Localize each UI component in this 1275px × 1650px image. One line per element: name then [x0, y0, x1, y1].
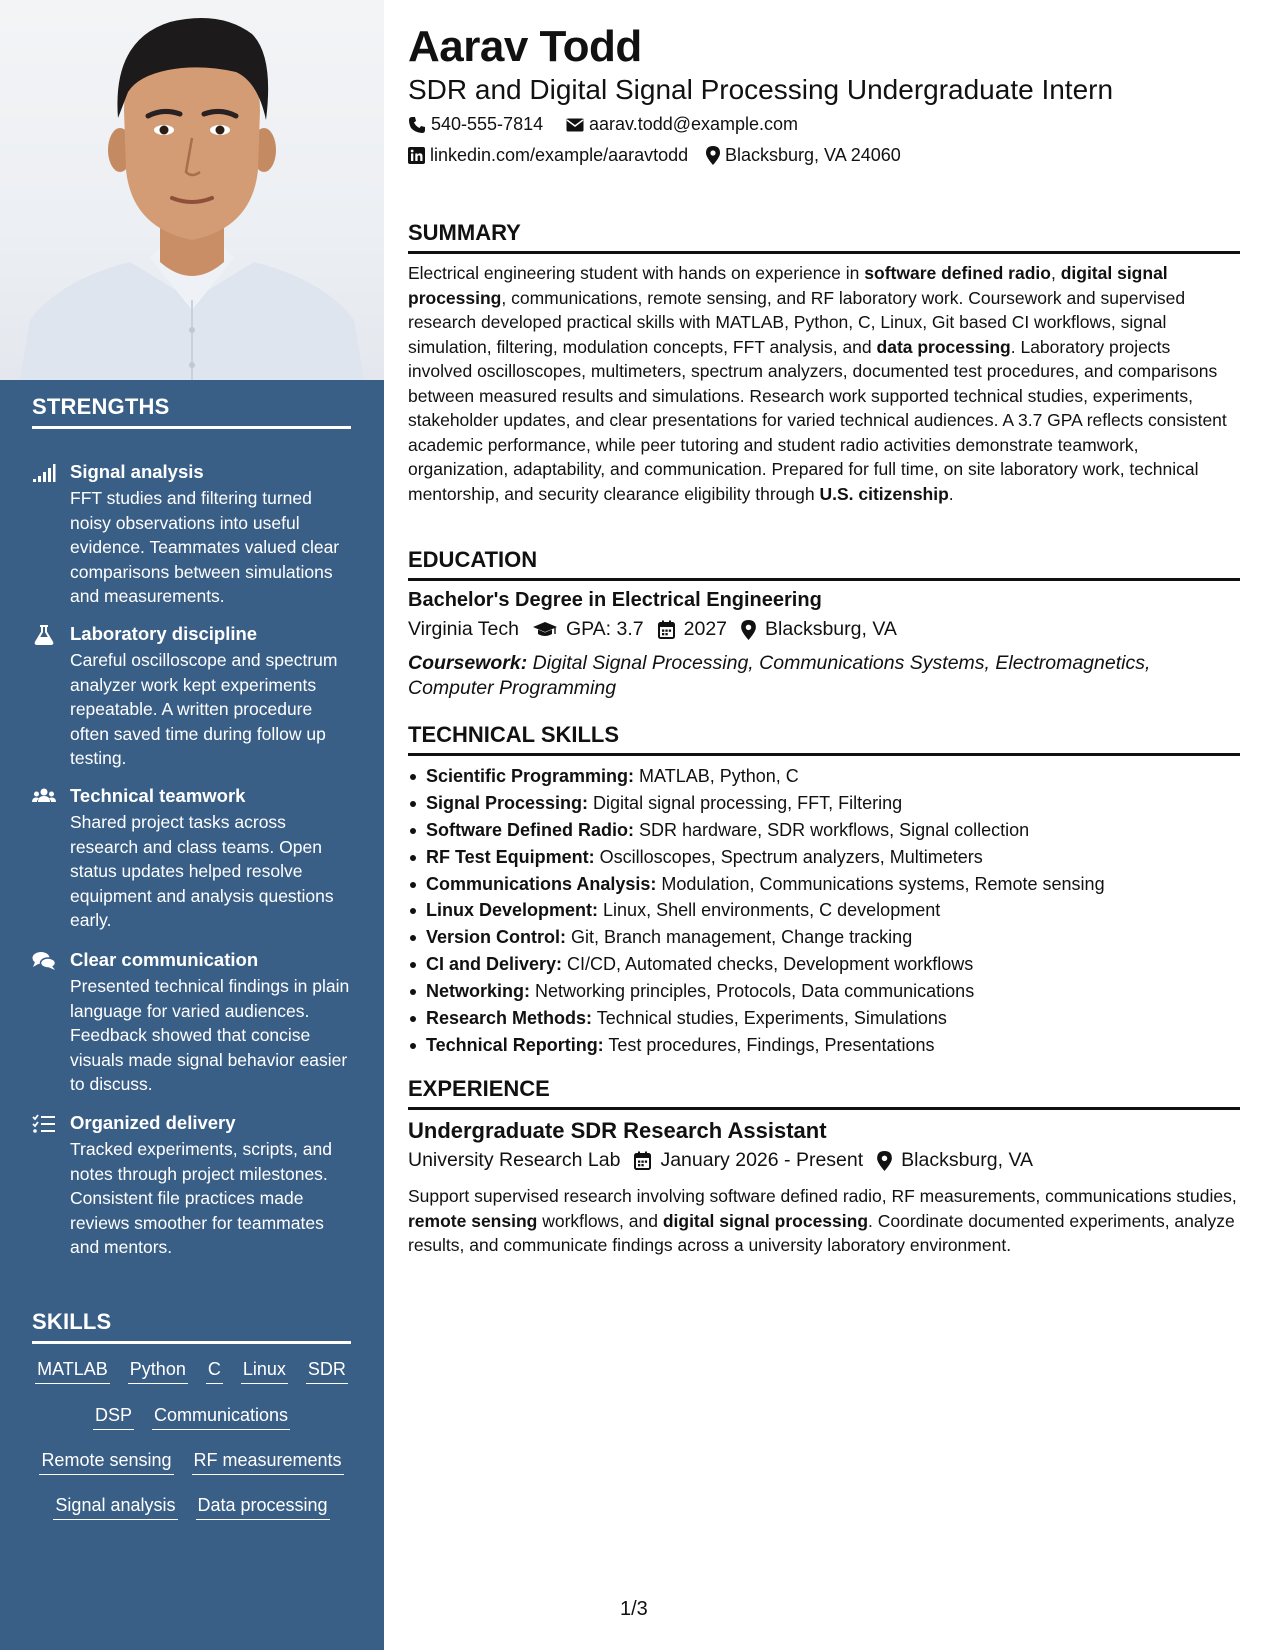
strength-title: Organized delivery [70, 1112, 236, 1133]
phone-icon [408, 116, 426, 134]
people-group-icon [32, 787, 56, 807]
summary-text [408, 261, 1238, 506]
skills-row [32, 1494, 351, 1520]
strength-title: Clear communication [70, 949, 259, 970]
skill-category: CI and Delivery: [426, 954, 563, 975]
calendar-icon [658, 620, 675, 639]
skill-chip: Communications [152, 1404, 290, 1430]
skill-chip: SDR [306, 1358, 348, 1384]
strength-desc: Presented technical findings in plain language for varied audiences. Feedback showed that concise visuals made signal behavior easier to discuss. [70, 976, 350, 1094]
profile-photo [0, 0, 384, 380]
skill-category: Signal Processing: [426, 792, 589, 813]
text-run: Support supervised research involving software defined radio, RF measurements, communications studies, [408, 1186, 1237, 1206]
skill-list-item [408, 791, 1238, 818]
skills-row [32, 1404, 351, 1430]
skill-list-item [408, 1006, 1238, 1033]
job-dates: January 2026 - Present [660, 1149, 864, 1171]
text-run: workflows, and [537, 1210, 663, 1231]
coursework [408, 651, 1188, 700]
school-location: Blacksburg, VA [765, 618, 897, 640]
chat-bubbles-icon [32, 951, 56, 971]
text-run: . [948, 483, 954, 504]
skill-values: Digital signal processing, FFT, Filtering [588, 792, 903, 813]
experience-heading: EXPERIENCE [408, 1076, 1240, 1110]
checklist-icon [32, 1114, 56, 1134]
skill-chip: Remote sensing [39, 1449, 173, 1475]
skill-list-item [408, 845, 1238, 872]
strength-desc: Tracked experiments, scripts, and notes through project milestones. Consistent file practices made reviews smoother for teammates and mentors. [70, 1139, 332, 1257]
strength-desc: Shared project tasks across research and class teams. Open status updates helped resolve equipment and analysis questions early. [70, 812, 334, 930]
skill-chip: Linux [241, 1358, 288, 1384]
linkedin-contact [408, 145, 688, 166]
skill-category: Technical Reporting: [426, 1034, 604, 1055]
skills-heading: SKILLS [32, 1309, 351, 1344]
skill-list-item [408, 872, 1238, 899]
emphasis-text: U.S. citizenship [819, 483, 949, 504]
email-contact [566, 114, 798, 135]
candidate-name: Aarav Todd [408, 22, 642, 71]
skill-category: Software Defined Radio: [426, 819, 635, 840]
map-pin-icon [877, 1151, 892, 1171]
text-run: , communications, remote sensing, and RF laboratory work. Coursework and supervised research developed practical skills with MATLAB, Python, C, Linux, Git based CI workflows, signal simulation, filtering, modulation concepts, FFT analysis, and [408, 287, 1186, 357]
job-title: Undergraduate SDR Research Assistant [408, 1118, 827, 1143]
skill-category: Version Control: [426, 927, 567, 948]
calendar-icon [634, 1151, 651, 1170]
text-run: . Coordinate documented experiments, analyze results, and communicate findings across a university laboratory environment. [408, 1210, 1235, 1255]
text-run: . Laboratory projects involved oscilloscopes, multimeters, spectrum analyzers, documented test procedures, and comparisons between measured results and simulations. Research work supported technical studies, experiments, stakeholder updates, and clear presentations for varied technical audiences. A 3.7 GPA reflects consistent academic performance, while peer tutoring and student radio activities demonstrate teamwork, organization, adaptability, and communication. Prepared for full time, on site laboratory work, technical mentorship, and security clearance eligibility through [408, 336, 1227, 504]
skills-row [32, 1449, 351, 1475]
coursework-list: Digital Signal Processing, Communications Systems, Electromagnetics, Computer Programming [408, 652, 1151, 699]
location-text: Blacksburg, VA 24060 [725, 145, 901, 165]
skill-values: Linux, Shell environments, C development [598, 900, 941, 921]
gpa-text: GPA: 3.7 [565, 618, 644, 640]
skill-chip: Signal analysis [53, 1494, 177, 1520]
skill-list-item [408, 1033, 1238, 1060]
page-number: 1/3 [620, 1598, 648, 1620]
skill-category: Research Methods: [426, 1008, 593, 1029]
skill-values: Modulation, Communications systems, Remote sensing [656, 873, 1105, 894]
summary-heading: SUMMARY [408, 220, 1240, 254]
signal-bars-icon [32, 463, 56, 483]
emphasis-text: digital signal processing [662, 1210, 869, 1231]
strengths-heading: STRENGTHS [32, 394, 351, 429]
skill-values: CI/CD, Automated checks, Development workflows [562, 954, 974, 975]
skill-list-item [408, 925, 1238, 952]
education-heading: EDUCATION [408, 547, 1240, 581]
text-run: Electrical engineering student with hands on experience in [408, 263, 865, 283]
skill-category: Networking: [426, 981, 531, 1002]
emphasis-text: software defined radio [864, 263, 1051, 283]
skill-chip: C [206, 1358, 223, 1384]
linkedin-text[interactable]: linkedin.com/example/aaravtodd [430, 145, 689, 165]
skill-category: Linux Development: [426, 900, 599, 921]
skill-values: Oscilloscopes, Spectrum analyzers, Multimeters [594, 846, 983, 867]
coursework-label: Coursework: [408, 652, 528, 674]
emphasis-text: data processing [876, 336, 1011, 357]
skill-list-item [408, 764, 1238, 791]
skill-category: Communications Analysis: [426, 873, 657, 894]
skill-chip: Python [128, 1358, 188, 1384]
skill-chip: MATLAB [35, 1358, 110, 1384]
skill-values: Git, Branch management, Change tracking [566, 927, 913, 948]
phone-text: 540-555-7814 [431, 114, 544, 134]
candidate-title: SDR and Digital Signal Processing Undergraduate Intern [408, 74, 1114, 105]
skill-list-item [408, 952, 1238, 979]
graduation-cap-icon [533, 621, 557, 639]
skill-category: RF Test Equipment: [426, 846, 595, 867]
emphasis-text: remote sensing [408, 1210, 538, 1231]
skill-chip: DSP [93, 1404, 134, 1430]
strength-desc: FFT studies and filtering turned noisy observations into useful evidence. Teammates valued clear comparisons between simulations and measurements. [70, 488, 340, 606]
strength-desc: Careful oscilloscope and spectrum analyzer work kept experiments repeatable. A written procedure often saved time during follow up testing. [70, 650, 338, 768]
skill-values: Networking principles, Protocols, Data communications [530, 981, 975, 1002]
school-name: Virginia Tech [408, 618, 519, 640]
education-meta [408, 618, 911, 641]
grad-year: 2027 [683, 618, 728, 640]
emphasis-text: digital signal processing [408, 263, 1168, 308]
job-location: Blacksburg, VA [901, 1149, 1034, 1171]
degree-title: Bachelor's Degree in Electrical Engineering [408, 589, 822, 611]
skill-list-item [408, 979, 1238, 1006]
flask-icon [32, 625, 56, 645]
strength-title: Technical teamwork [70, 785, 246, 806]
job-description [408, 1184, 1238, 1258]
location-contact [706, 145, 901, 166]
skill-chip: Data processing [196, 1494, 330, 1520]
skill-values: Technical studies, Experiments, Simulations [592, 1008, 947, 1029]
strength-title: Signal analysis [70, 461, 204, 482]
skill-values: Test procedures, Findings, Presentations [603, 1034, 935, 1055]
skill-list-item [408, 818, 1238, 845]
job-meta [408, 1149, 1047, 1172]
map-pin-icon [741, 620, 756, 640]
technical-skills-list [408, 764, 1238, 1060]
skill-list-item [408, 898, 1238, 925]
phone-contact [408, 114, 543, 135]
skill-category: Scientific Programming: [426, 766, 635, 786]
map-pin-icon [706, 146, 720, 165]
organization-name: University Research Lab [408, 1149, 621, 1171]
email-text[interactable]: aarav.todd@example.com [589, 114, 799, 134]
skill-values: MATLAB, Python, C [634, 766, 799, 786]
linkedin-icon [408, 147, 425, 164]
sidebar [0, 0, 384, 1650]
main-content [408, 0, 1240, 1650]
strength-title: Laboratory discipline [70, 623, 258, 644]
envelope-icon [566, 118, 584, 132]
technical-skills-heading: TECHNICAL SKILLS [408, 722, 1240, 756]
skill-values: SDR hardware, SDR workflows, Signal collection [634, 819, 1030, 840]
skills-row [32, 1358, 351, 1384]
skill-chip: RF measurements [192, 1449, 344, 1475]
text-run: , [1050, 263, 1061, 283]
